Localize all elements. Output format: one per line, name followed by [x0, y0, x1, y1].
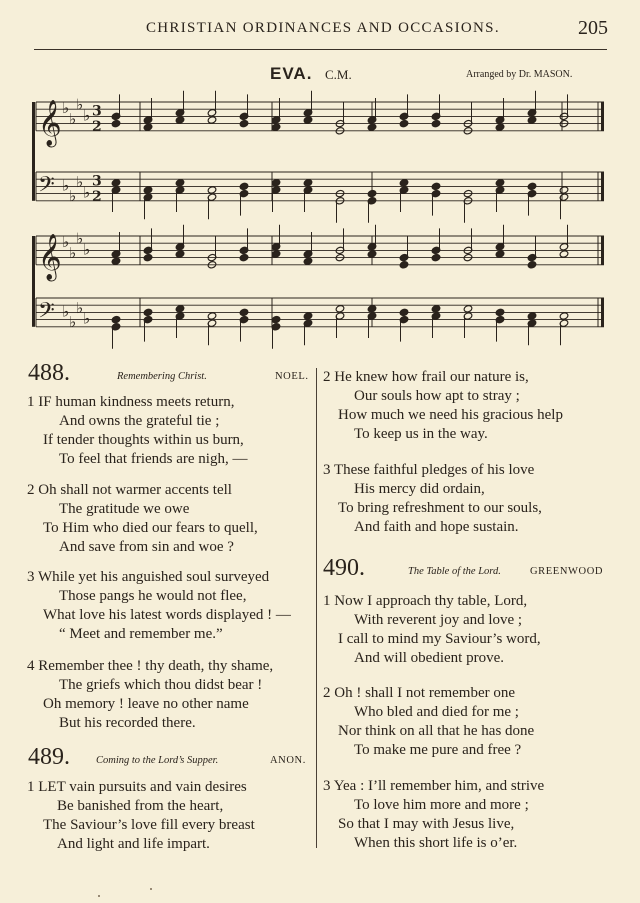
svg-text:♭: ♭	[83, 240, 91, 259]
svg-text:♭: ♭	[62, 176, 70, 195]
svg-text:♭: ♭	[76, 229, 84, 248]
verse-line: 3 These faithful pledges of his love	[323, 462, 535, 478]
verse-line: With reverent joy and love ;	[354, 612, 523, 628]
hymn-title: Remembering Christ.	[117, 371, 207, 382]
tune-arranger: Arranged by Dr. MASON.	[466, 69, 573, 80]
hymn-tune: ANON.	[270, 755, 306, 766]
svg-text:♭: ♭	[62, 99, 70, 118]
hymn-tune: GREENWOOD	[530, 566, 604, 577]
svg-text:2: 2	[92, 118, 102, 135]
verse-line: Who bled and died for me ;	[354, 704, 519, 720]
verse-line: 2 Oh ! shall I not remember one	[323, 685, 516, 701]
verse-line: Those pangs he would not flee,	[59, 588, 247, 604]
paper-speck	[150, 888, 152, 890]
tune-meter: C.M.	[325, 67, 352, 82]
hymn-title: Coming to the Lord’s Supper.	[96, 755, 219, 766]
column-divider	[316, 368, 317, 848]
hymn-number: 490.	[323, 555, 365, 581]
verse-line: 1 Now I approach thy table, Lord,	[323, 593, 528, 609]
svg-text:𝄞: 𝄞	[38, 233, 62, 280]
svg-text:2: 2	[92, 188, 102, 205]
hymn-number: 489.	[28, 744, 70, 770]
verse-line: I call to mind my Saviour’s word,	[338, 631, 541, 647]
running-head	[0, 17, 640, 48]
verse-line: Be banished from the heart,	[57, 798, 224, 814]
svg-text:♭: ♭	[76, 298, 84, 317]
svg-text:𝄞: 𝄞	[38, 99, 62, 146]
svg-text:𝄢: 𝄢	[38, 298, 55, 329]
verse-line: “ Meet and remember me.”	[59, 626, 223, 642]
verse-line: To love him more and more ;	[354, 797, 529, 813]
svg-text:♭: ♭	[69, 313, 77, 332]
verse-line: 2 Oh shall not warmer accents tell	[27, 482, 232, 498]
svg-text:♭: ♭	[83, 183, 91, 202]
verse-line: To feel that friends are nigh, —	[59, 451, 248, 467]
svg-text:♭: ♭	[76, 172, 84, 191]
verse-line: 2 He knew how frail our nature is,	[323, 369, 529, 385]
verse-line: And owns the grateful tie ;	[59, 413, 220, 429]
verse-line: What love his latest words displayed ! —	[43, 607, 291, 623]
svg-text:3: 3	[92, 173, 102, 190]
section-title: CHRISTIAN ORDINANCES AND OCCASIONS.	[146, 20, 500, 36]
verse-line: Our souls how apt to stray ;	[354, 388, 520, 404]
svg-text:♭: ♭	[76, 95, 84, 114]
verse-line: How much we need his gracious help	[338, 407, 563, 423]
svg-text:3: 3	[92, 103, 102, 120]
verse-line: The Saviour’s love fill every breast	[43, 817, 255, 833]
verse-line: When this short life is o’er.	[354, 835, 518, 851]
svg-text:♭: ♭	[62, 302, 70, 321]
verse-line: And save from sin and woe ?	[59, 539, 234, 555]
svg-text:♭: ♭	[69, 244, 77, 262]
svg-text:♭: ♭	[69, 187, 77, 206]
verse-line: And will obedient prove.	[354, 650, 504, 666]
verse-line: And faith and hope sustain.	[354, 519, 519, 535]
hymn-title: The Table of the Lord.	[408, 566, 501, 577]
svg-text:𝄢: 𝄢	[38, 172, 55, 203]
header-rule	[34, 49, 607, 50]
verse-line: Oh memory ! leave no other name	[43, 696, 249, 712]
verse-line: 1 IF human kindness meets return,	[27, 394, 235, 410]
svg-text:♭: ♭	[83, 106, 91, 125]
verse-line: And light and life impart.	[57, 836, 210, 852]
verse-line: To keep us in the way.	[354, 426, 488, 442]
music-notation-icon	[0, 90, 640, 352]
verse-line: To Him who died our fears to quell,	[43, 520, 258, 536]
verse-line: Nor think on all that he has done	[338, 723, 535, 739]
hymn-tune: NOEL.	[275, 371, 309, 382]
verse-line: To make me pure and free ?	[354, 742, 522, 758]
verse-line: 4 Remember thee ! thy death, thy shame,	[27, 658, 274, 674]
verse-line: 3 Yea : I’ll remember him, and strive	[323, 778, 545, 794]
hymn-number: 488.	[28, 360, 70, 386]
verse-line: 3 While yet his anguished soul surveyed	[27, 569, 270, 585]
tune-name: EVA.	[270, 64, 313, 83]
verse-line: But his recorded there.	[59, 715, 196, 731]
tune-header	[0, 64, 640, 86]
verse-line: If tender thoughts within us burn,	[43, 432, 244, 448]
verse-line: His mercy did ordain,	[354, 481, 485, 497]
verse-line: 1 LET vain pursuits and vain desires	[27, 779, 247, 795]
verse-line: To bring refreshment to our souls,	[338, 500, 542, 516]
paper-speck	[98, 895, 100, 897]
svg-text:♭: ♭	[62, 233, 70, 252]
page-number: 205	[578, 17, 608, 39]
verse-line: The griefs which thou didst bear !	[59, 677, 263, 693]
verse-line: So that I may with Jesus live,	[338, 816, 515, 832]
svg-text:♭: ♭	[83, 309, 91, 328]
verse-line: The gratitude we owe	[59, 501, 190, 517]
svg-text:♭: ♭	[69, 110, 77, 128]
